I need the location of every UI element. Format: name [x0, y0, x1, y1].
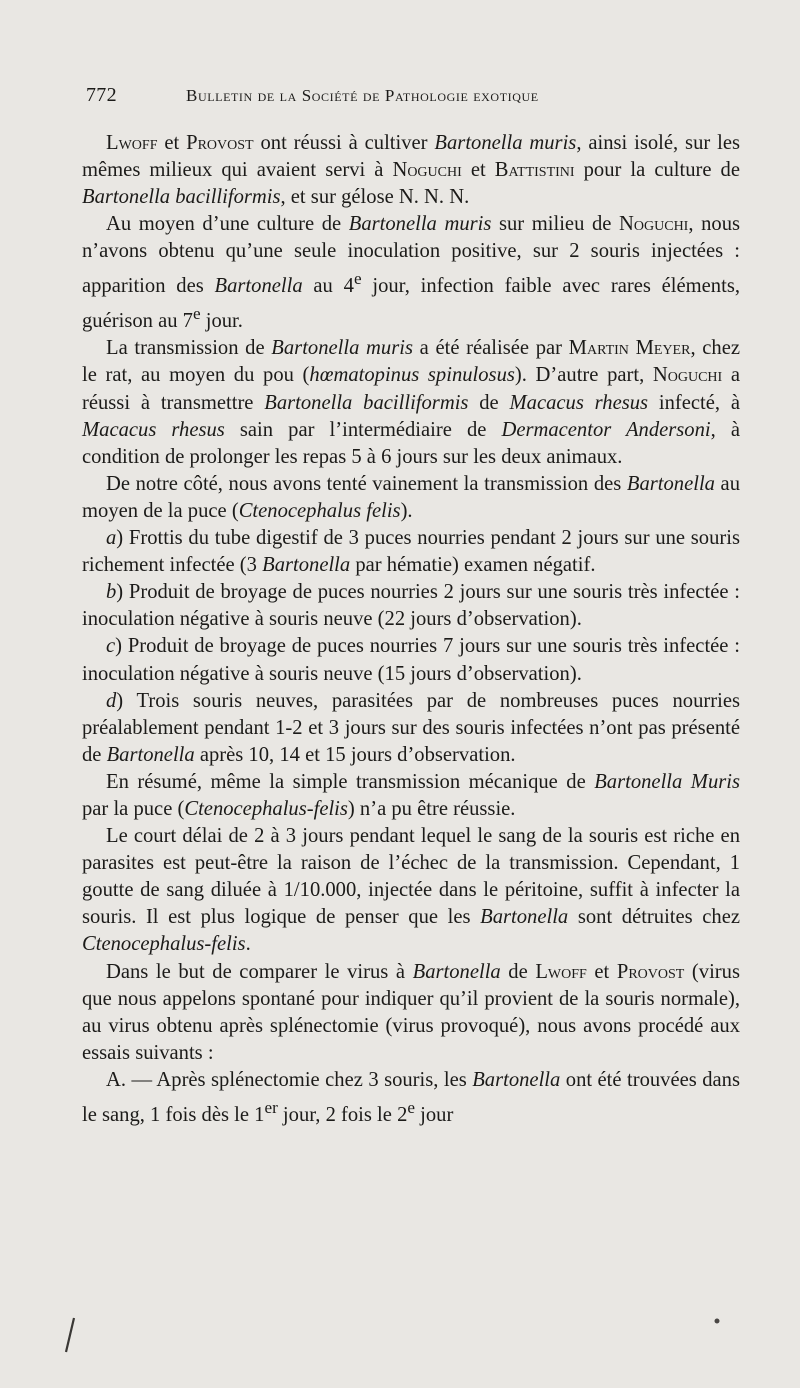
species-name: Bartonella bacilliformis	[82, 186, 281, 209]
text: ) Produit de broyage de puces nourries 7 jours sur une souris très infectée : inoculation négative à souris neuve (15 jours d’observation).	[82, 635, 740, 685]
species-name: Bartonella muris	[434, 132, 577, 154]
text: de	[500, 960, 536, 983]
text: , à condition de prolonger les repas 5 à 6 jours sur les deux animaux.	[82, 418, 740, 468]
text: pour la culture de	[574, 159, 740, 182]
species-name: Bartonella	[472, 1068, 561, 1091]
text: , chez le rat, au moyen du pou (	[82, 337, 740, 387]
author-name: Noguchi	[619, 213, 689, 236]
text: De notre côté, nous avons tenté vainement la transmission des	[106, 472, 627, 495]
text: au moyen de la puce (	[82, 472, 740, 522]
running-head: Bulletin de la Société de Pathologie exotique	[186, 86, 539, 105]
item-letter: a	[106, 527, 117, 550]
text: par hématie) examen négatif.	[350, 554, 596, 577]
text: jour, infection faible avec rares éléments, guérison au 7	[82, 275, 740, 333]
superscript: er	[264, 1098, 278, 1117]
text: et	[586, 960, 617, 983]
text: ). D’autre part,	[514, 364, 653, 387]
text: La transmission de	[106, 337, 272, 360]
superscript: e	[407, 1098, 415, 1117]
text: ) Trois souris neuves, parasitées par de nombreuses puces nourries préalablement pendant 1-2 et 3 jours sur des souris infectées n’ont pas présenté de	[82, 689, 740, 766]
text: A. — Après splénectomie chez 3 souris, les	[106, 1068, 473, 1091]
species-name: Bartonella	[480, 906, 569, 929]
text: Le court délai de 2 à 3 jours pendant lequel le sang de la souris est riche en parasites est peut-être la raison de l’échec de la transmission. Cependant, 1 goutte de sang diluée à 1/10.000, injectée dans le péritoine, suffit à infecter la souris. Il est plus logique de penser que les	[82, 825, 740, 929]
paragraph	[82, 211, 740, 335]
text: sain par l’intermédiaire de	[224, 418, 502, 441]
paragraph	[82, 579, 740, 633]
text: En résumé, même la simple transmission mécanique de	[106, 770, 595, 793]
species-name: Bartonella	[214, 275, 303, 298]
author-name: Battistini	[494, 159, 575, 182]
text: sur milieu de	[491, 213, 620, 236]
species-name: Bartonella	[262, 554, 351, 577]
page-header	[86, 84, 746, 116]
pencil-stroke-mark	[66, 1318, 74, 1352]
body-text	[82, 130, 740, 1129]
text: ont réussi à cultiver	[253, 132, 435, 154]
text: sont détruites chez	[568, 906, 741, 929]
paragraph	[82, 823, 740, 958]
paragraph	[82, 633, 740, 687]
text: jour.	[200, 310, 243, 333]
species-name: Bartonella Muris	[594, 770, 740, 793]
text: et	[461, 159, 495, 182]
species-name: Macacus rhesus	[509, 391, 649, 414]
text: .	[245, 933, 251, 956]
text: ) Frottis du tube digestif de 3 puces nourries pendant 2 jours sur une souris richement infectée (3	[82, 527, 740, 577]
text: infecté, à	[648, 391, 741, 414]
text: ont été trouvées dans le sang, 1 fois dès le 1	[82, 1068, 740, 1126]
species-name: Bartonella	[412, 960, 501, 983]
ink-speck-mark	[715, 1319, 720, 1324]
text: (virus que nous appelons spontané pour indiquer qu’il provient de la souris normale), au virus obtenu après splénectomie (virus provoqué), nous avons procédé aux essais suivants :	[82, 960, 740, 1064]
text: après 10, 14 et 15 jours d’observation.	[194, 743, 516, 766]
species-name: Macacus rhesus	[82, 418, 225, 441]
species-name: Dermacentor Andersoni	[501, 418, 711, 441]
author-name: Provost	[616, 960, 685, 983]
species-name: Bartonella muris	[271, 337, 413, 360]
text: ).	[400, 499, 413, 522]
paragraph	[82, 130, 740, 211]
text: par la puce (	[82, 797, 185, 820]
species-name: Bartonella bacilliformis	[264, 391, 469, 414]
species-name: Ctenocephalus-felis	[184, 797, 348, 820]
species-name: Bartonella	[106, 743, 195, 766]
text: et	[157, 132, 187, 154]
text: Dans le but de comparer le virus à	[106, 960, 413, 983]
text: ) n’a pu être réussie.	[347, 797, 516, 820]
text: au 4	[302, 275, 354, 298]
paragraph	[82, 769, 740, 823]
text: , nous n’avons obtenu qu’une seule inoculation positive, sur 2 souris injectées : apparition des	[82, 213, 741, 298]
paragraph	[82, 335, 740, 470]
text: , ainsi isolé, sur les mêmes milieux qui avaient servi à	[82, 132, 740, 182]
species-name: Bartonella	[626, 472, 715, 495]
text: de	[468, 391, 510, 414]
author-name: Noguchi	[652, 364, 723, 387]
species-name: Ctenocephalus-felis	[82, 933, 246, 956]
paragraph	[82, 525, 740, 579]
species-name: Ctenocephalus felis	[238, 499, 401, 522]
text: ) Produit de broyage de puces nourries 2 jours sur une souris très infectée : inoculation négative à souris neuve (22 jours d’observation).	[82, 581, 740, 631]
paragraph	[82, 471, 740, 525]
species-name: Bartonella muris	[348, 213, 492, 236]
text: jour, 2 fois le 2	[277, 1103, 408, 1126]
item-letter: c	[106, 635, 116, 658]
author-name: Martin Meyer	[568, 337, 691, 360]
author-name: Lwoff	[106, 132, 158, 154]
text: , et sur gélose N. N. N.	[280, 186, 470, 209]
author-name: Noguchi	[392, 159, 462, 182]
text: a été réalisée par	[412, 337, 569, 360]
page-number: 772	[86, 84, 117, 106]
text: a réussi à transmettre	[82, 364, 741, 414]
item-letter: d	[106, 689, 117, 712]
paragraph	[82, 1067, 740, 1129]
text: Au moyen d’une culture de	[106, 213, 349, 236]
species-name: hœmatopinus spinulosus	[309, 364, 515, 387]
author-name: Lwoff	[535, 960, 587, 983]
author-name: Provost	[186, 132, 254, 154]
item-letter: b	[106, 581, 117, 604]
superscript: e	[353, 269, 362, 289]
superscript: e	[192, 304, 201, 324]
paragraph	[82, 959, 740, 1067]
paragraph	[82, 688, 740, 769]
text: jour	[415, 1103, 454, 1126]
